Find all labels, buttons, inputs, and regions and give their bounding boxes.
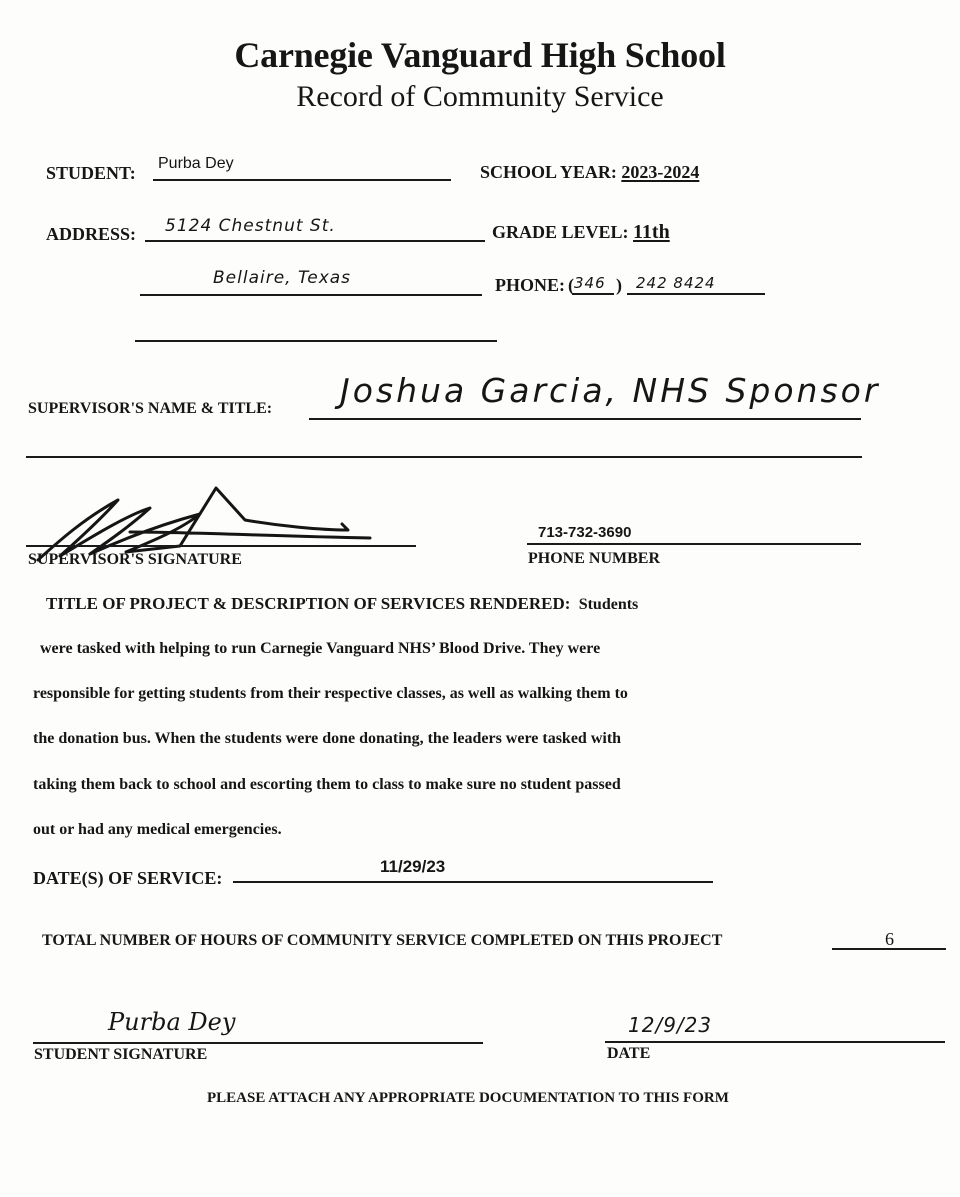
supervisor-phone-field[interactable]: 713-732-3690 [538, 524, 632, 541]
school-name: Carnegie Vanguard High School [234, 35, 726, 75]
student-signature-line [33, 1042, 483, 1044]
school-year-label: SCHOOL YEAR: [480, 162, 617, 182]
project-first-line [46, 594, 638, 614]
address-label: ADDRESS: [46, 224, 137, 244]
supervisor-name-line [309, 418, 861, 420]
grade-level-label: GRADE LEVEL: [492, 222, 629, 242]
hours-label: TOTAL NUMBER OF HOURS OF COMMUNITY SERVICE COMPLETED ON THIS PROJECT [42, 932, 723, 949]
student-line [153, 179, 451, 181]
school-year-field [480, 162, 699, 183]
project-line-5: out or had any medical emergencies. [33, 821, 282, 838]
supervisor-signature-label: SUPERVISOR'S SIGNATURE [28, 551, 242, 568]
project-line-3: the donation bus. When the students were done donating, the leaders were tasked with [33, 730, 622, 747]
phone-area-code[interactable]: 346 [574, 274, 606, 292]
supervisor-name-label: SUPERVISOR'S NAME & TITLE: [28, 400, 273, 417]
sign-date-field[interactable]: 12/9/23 [628, 1013, 713, 1037]
sign-date-line [605, 1041, 945, 1043]
service-date-field[interactable]: 11/29/23 [380, 857, 446, 876]
phone-label: PHONE: [495, 275, 565, 295]
supervisor-extra-line [26, 456, 862, 458]
address-line2-field[interactable]: Bellaire, Texas [213, 268, 352, 288]
grade-level-field [492, 221, 670, 244]
phone-close-paren: ) [616, 275, 622, 295]
student-signature-drawing: Purba Dey [108, 1008, 236, 1036]
sign-date-label: DATE [607, 1045, 651, 1062]
address-line-3 [135, 340, 497, 342]
phone-open-paren: ( [568, 275, 574, 295]
student-signature-label: STUDENT SIGNATURE [34, 1046, 208, 1063]
supervisor-phone-label: PHONE NUMBER [528, 550, 660, 567]
form-title: Record of Community Service [296, 80, 664, 113]
address-line-1 [145, 240, 485, 242]
student-name-field[interactable]: Purba Dey [158, 155, 234, 172]
project-line-0: Students [578, 596, 639, 613]
address-line-2 [140, 294, 482, 296]
school-year-value[interactable]: 2023-2024 [621, 162, 700, 182]
phone-area-line [572, 293, 614, 295]
project-line-1: were tasked with helping to run Carnegie Vanguard NHS’ Blood Drive. They were [40, 640, 601, 657]
supervisor-name-field[interactable]: Joshua Garcia, NHS Sponsor [340, 371, 881, 410]
project-line-4: taking them back to school and escorting them to class to make sure no student passed [33, 776, 621, 793]
project-line-2: responsible for getting students from their respective classes, as well as walking them to [33, 685, 628, 702]
address-line1-field[interactable]: 5124 Chestnut St. [165, 216, 336, 236]
student-label: STUDENT: [46, 163, 136, 183]
footer-note: PLEASE ATTACH ANY APPROPRIATE DOCUMENTATION TO THIS FORM [207, 1090, 729, 1106]
phone-number-line [627, 293, 765, 295]
supervisor-signature-line [26, 545, 416, 547]
grade-level-value[interactable]: 11th [633, 221, 670, 243]
service-date-line [233, 881, 713, 883]
project-heading: TITLE OF PROJECT & DESCRIPTION OF SERVICES RENDERED: [46, 594, 571, 613]
supervisor-phone-line [527, 543, 861, 545]
phone-number[interactable]: 242 8424 [636, 274, 716, 292]
service-date-label: DATE(S) OF SERVICE: [33, 868, 223, 888]
hours-field[interactable]: 6 [885, 929, 894, 949]
